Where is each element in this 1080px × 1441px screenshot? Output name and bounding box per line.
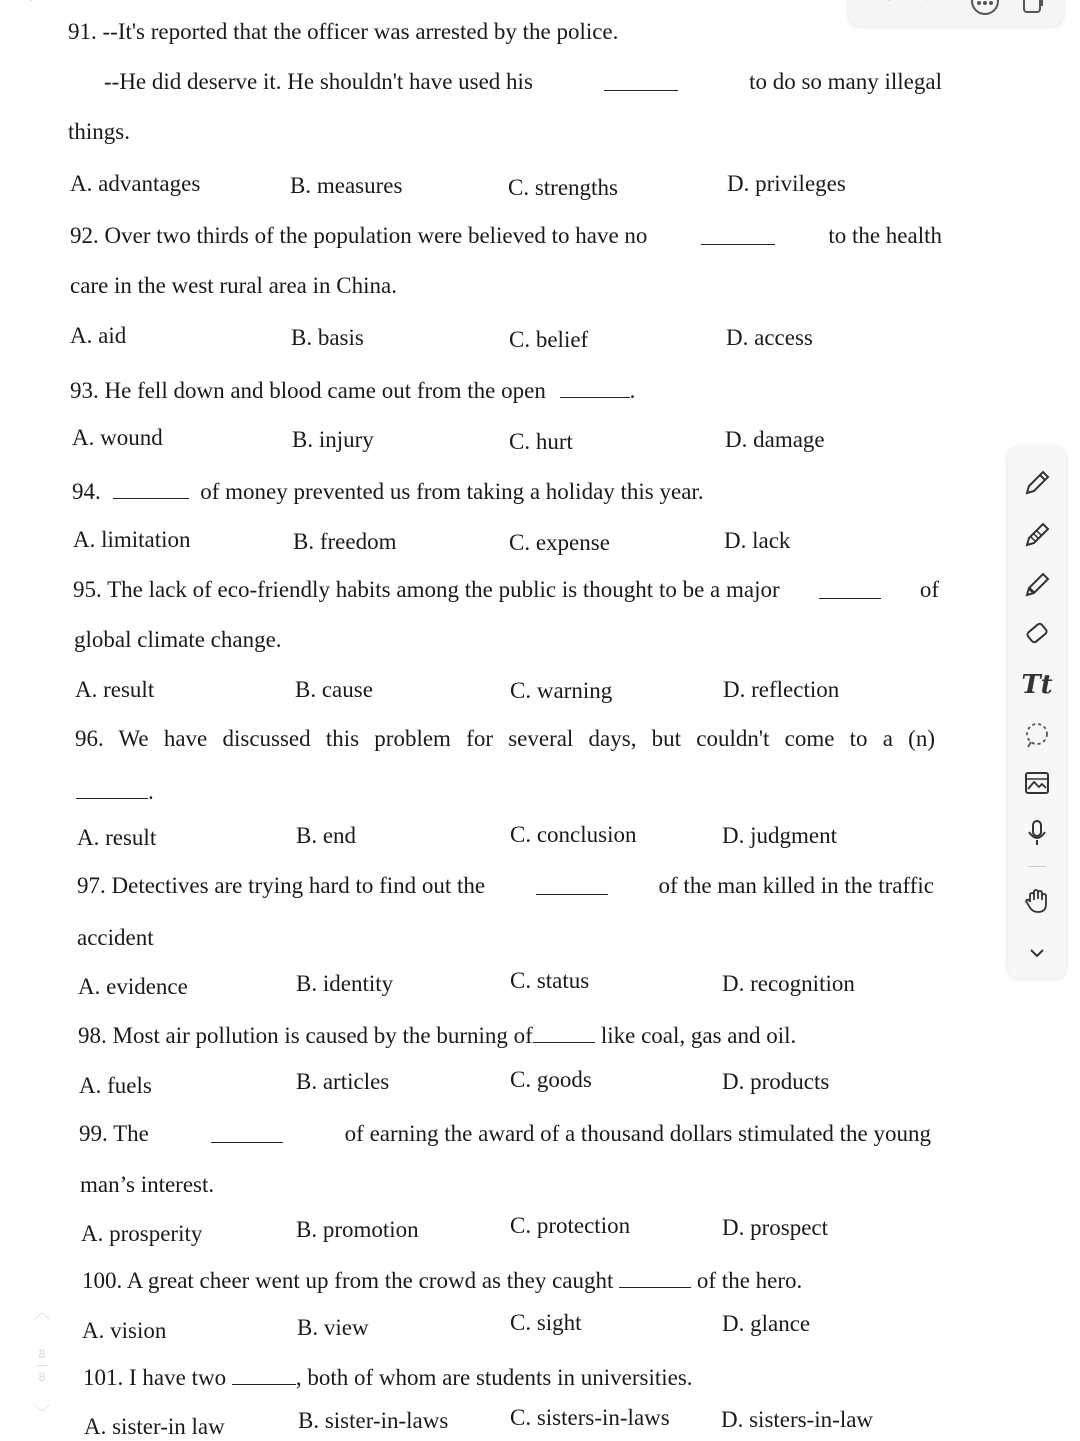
option-a[interactable]: A. evidence <box>78 974 188 999</box>
option-c[interactable]: C. strengths <box>508 175 618 200</box>
q92-text-after: to the health <box>828 223 942 248</box>
page-current: 8 <box>38 1347 46 1361</box>
option-a[interactable]: A. limitation <box>73 527 191 552</box>
option-d[interactable]: D. sisters-in-law <box>721 1407 874 1432</box>
chevron-down-icon[interactable]: ﹀ <box>33 1405 50 1422</box>
q95-blank[interactable] <box>819 576 881 599</box>
q94-blank[interactable] <box>113 476 189 499</box>
more-icon[interactable] <box>970 0 1000 16</box>
q94-text-after: of money prevented us from taking a holiday this year. <box>200 479 704 504</box>
option-a[interactable]: A. sister-in law <box>84 1414 225 1439</box>
q92-line1 <box>70 222 942 250</box>
option-d[interactable]: D. reflection <box>723 677 840 702</box>
q97-line2: accident <box>77 925 154 950</box>
q93-blank[interactable] <box>560 375 630 398</box>
option-b[interactable]: B. cause <box>295 677 373 702</box>
q97-text-after: of the man killed in the traffic <box>658 873 934 898</box>
q100-text-before: 100. A great cheer went up from the crowd as they caught <box>82 1268 614 1293</box>
option-c[interactable]: C. protection <box>510 1213 631 1238</box>
q95-line2: global climate change. <box>74 627 282 652</box>
option-b[interactable]: B. end <box>296 823 357 848</box>
option-a[interactable]: A. advantages <box>70 171 201 196</box>
q91-text-before: --He did deserve it. He shouldn't have used his <box>104 69 533 94</box>
option-d[interactable]: D. prospect <box>722 1215 829 1240</box>
q96-line2 <box>76 776 154 806</box>
option-d[interactable]: D. recognition <box>722 971 855 996</box>
q92-line2: care in the west rural area in China. <box>70 273 397 298</box>
q98-text-after: like coal, gas and oil. <box>600 1023 797 1048</box>
q98-blank[interactable] <box>533 1020 595 1043</box>
q96-blank[interactable] <box>76 776 148 799</box>
microphone-icon[interactable] <box>1020 816 1054 850</box>
option-b[interactable]: B. identity <box>296 971 394 996</box>
q99-line1 <box>79 1120 931 1148</box>
option-c[interactable]: C. sisters-in-laws <box>510 1405 670 1430</box>
text-icon[interactable]: Tt <box>1021 670 1053 700</box>
eraser-icon[interactable] <box>1020 616 1054 650</box>
option-d[interactable]: D. glance <box>722 1311 811 1336</box>
q91-line2 <box>104 68 942 96</box>
q96-line1: 96. We have discussed this problem for several days, but couldn't come to a (n) <box>75 726 935 751</box>
chevron-up-icon[interactable]: ︿ <box>33 1305 50 1322</box>
chevron-down-icon[interactable] <box>1020 936 1054 970</box>
option-b[interactable]: B. view <box>297 1315 369 1340</box>
option-b[interactable]: B. articles <box>296 1069 390 1094</box>
q99-line2: man’s interest. <box>80 1172 215 1197</box>
option-c[interactable]: C. conclusion <box>510 822 637 847</box>
q101-text-before: 101. I have two <box>83 1365 227 1390</box>
q100-text-after: of the hero. <box>696 1268 803 1293</box>
option-d[interactable]: D. privileges <box>727 171 846 196</box>
toolbar-divider <box>1028 866 1046 867</box>
lasso-icon[interactable] <box>1020 718 1054 752</box>
option-a[interactable]: A. wound <box>72 425 163 450</box>
option-b[interactable]: B. basis <box>291 325 364 350</box>
q91-blank[interactable] <box>604 68 678 91</box>
q97-line1 <box>77 872 934 900</box>
q96-text-after: . <box>148 779 154 804</box>
highlighter-icon[interactable] <box>1020 568 1054 602</box>
q97-text-before: 97. Detectives are trying hard to find out the <box>77 873 486 898</box>
q97-blank[interactable] <box>536 872 608 895</box>
option-c[interactable]: C. sight <box>510 1310 582 1335</box>
q95-text-after: of <box>919 577 939 602</box>
q93-text-before: 93. He fell down and blood came out from the open <box>70 378 546 403</box>
option-c[interactable]: C. belief <box>509 327 589 352</box>
q101-line1 <box>83 1362 693 1392</box>
q99-text-before: 99. The <box>79 1121 149 1146</box>
option-d[interactable]: D. damage <box>725 427 825 452</box>
redo-icon[interactable] <box>922 0 944 12</box>
option-c[interactable]: C. warning <box>510 678 613 703</box>
page-navigator <box>30 1300 54 1430</box>
q93-line1 <box>70 375 635 405</box>
q101-blank[interactable] <box>232 1362 296 1385</box>
q91-text-after: to do so many illegal <box>749 69 942 94</box>
q98-line1 <box>78 1020 796 1050</box>
option-c[interactable]: C. goods <box>510 1067 592 1092</box>
top-toolbar <box>848 0 1064 26</box>
annotation-toolbar <box>1008 446 1066 978</box>
q99-text-after: of earning the award of a thousand dollars stimulated the young <box>344 1121 931 1146</box>
option-b[interactable]: B. promotion <box>296 1217 419 1242</box>
marker-icon[interactable] <box>1020 518 1054 552</box>
option-d[interactable]: D. products <box>722 1069 830 1094</box>
pencil-icon[interactable] <box>1020 466 1054 500</box>
option-a[interactable]: A. aid <box>70 323 127 348</box>
undo-icon[interactable] <box>872 0 894 12</box>
q95-text-before: 95. The lack of eco-friendly habits among the public is thought to be a major <box>73 577 780 602</box>
option-a[interactable]: A. result <box>75 677 155 702</box>
option-b[interactable]: B. injury <box>292 427 374 452</box>
image-icon[interactable] <box>1020 766 1054 800</box>
q100-line1 <box>82 1265 802 1295</box>
option-b[interactable]: B. sister-in-laws <box>298 1408 449 1433</box>
page-total: 8 <box>38 1370 46 1384</box>
q91-line3: things. <box>68 119 130 144</box>
pages-icon[interactable] <box>1020 0 1046 14</box>
q92-text-before: 92. Over two thirds of the population were believed to have no <box>70 223 648 248</box>
option-d[interactable]: D. access <box>726 325 813 350</box>
back-icon[interactable] <box>26 0 42 8</box>
option-c[interactable]: C. expense <box>509 530 610 555</box>
option-c[interactable]: C. hurt <box>509 429 573 454</box>
option-a[interactable]: A. prosperity <box>81 1221 203 1246</box>
option-a[interactable]: A. fuels <box>79 1073 152 1098</box>
q93-text-after: . <box>629 378 636 403</box>
q91-line1: 91. --It's reported that the officer was arrested by the police. <box>68 19 619 44</box>
option-b[interactable]: B. freedom <box>293 529 397 554</box>
option-a[interactable]: A. result <box>77 825 157 850</box>
option-c[interactable]: C. status <box>510 968 590 993</box>
option-a[interactable]: A. vision <box>82 1318 167 1343</box>
option-b[interactable]: B. measures <box>290 173 403 198</box>
q95-line1 <box>73 576 939 604</box>
q92-blank[interactable] <box>701 222 775 245</box>
q94-line1 <box>72 476 704 506</box>
option-d[interactable]: D. judgment <box>722 823 837 848</box>
q100-blank[interactable] <box>619 1265 691 1288</box>
q98-text-before: 98. Most air pollution is caused by the burning of <box>78 1023 533 1048</box>
option-d[interactable]: D. lack <box>724 528 791 553</box>
q99-blank[interactable] <box>211 1120 283 1143</box>
q94-text-before: 94. <box>72 479 101 504</box>
hand-icon[interactable] <box>1020 884 1054 918</box>
q101-text-after: , both of whom are students in universities. <box>295 1365 693 1390</box>
